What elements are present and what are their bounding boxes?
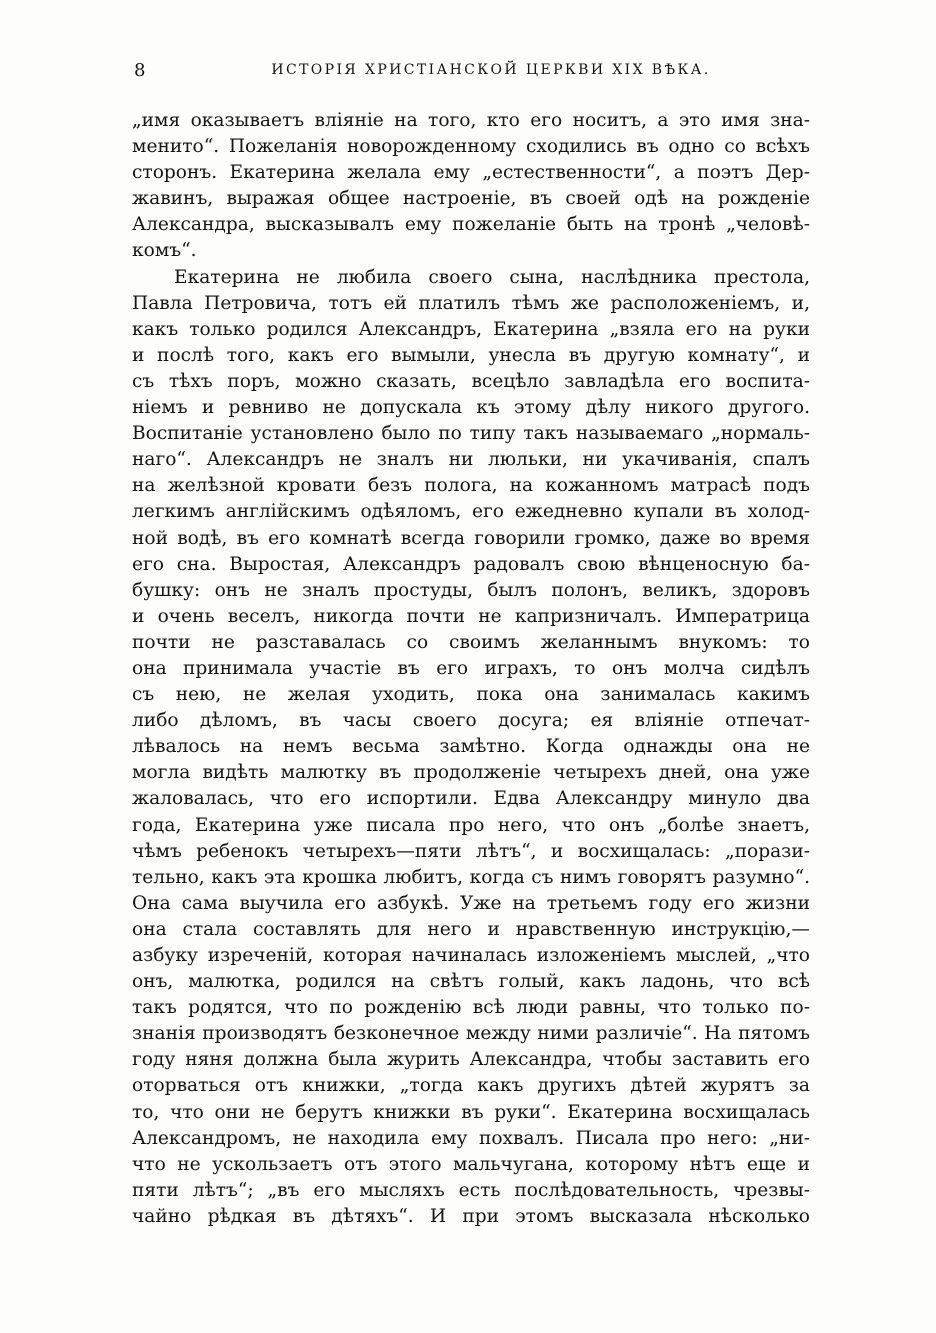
text-line: чайно рѣдкая въ дѣтяхъ“. И при этомъ высказала нѣсколько bbox=[132, 1205, 810, 1227]
text-line: такъ родятся, что по рожденію всѣ люди равны, что только по- bbox=[132, 997, 810, 1019]
text-line: съ тѣхъ поръ, можно сказать, всецѣло завладѣла его воспита- bbox=[132, 370, 810, 392]
paragraph-first-line: Екатерина не любила своего сына, наслѣдника престола, bbox=[174, 266, 810, 288]
text-line: жавинъ, выражая общее настроеніе, въ своей одѣ на рожденіе bbox=[132, 188, 810, 210]
text-line: Она сама выучила его азбукѣ. Уже на третьемъ году его жизни bbox=[132, 892, 810, 914]
text-line: она стала составлять для него и нравственную инструкцію,— bbox=[132, 918, 810, 940]
running-title: ИСТОРІЯ ХРИСТІАНСКОЙ ЦЕРКВИ XIX ВѢКА. bbox=[271, 62, 711, 78]
text-line: года, Екатерина уже писала про него, что онъ „болѣе знаетъ, bbox=[132, 814, 810, 836]
text-line: знанія производятъ безконечное между ними различіе“. На пятомъ bbox=[132, 1023, 810, 1045]
text-line: чѣмъ ребенокъ четырехъ—пяти лѣтъ“, и восхищалась: „порази- bbox=[132, 840, 810, 862]
text-line: почти не разставалась со своимъ желаннымъ внукомъ: то bbox=[132, 631, 810, 653]
text-line: легкимъ англійскимъ одѣяломъ, его ежедневно купали въ холод- bbox=[132, 501, 810, 523]
text-line: менито“. Пожеланія новорожденному сходились въ одно со всѣхъ bbox=[132, 136, 810, 158]
text-line: какъ только родился Александръ, Екатерина „взяла его на руки bbox=[132, 318, 810, 340]
text-line: онъ, малютка, родился на свѣтъ голый, какъ ладонь, что всѣ bbox=[132, 971, 810, 993]
text-line: на желѣзной кровати безъ полога, на кожанномъ матрасѣ подъ bbox=[132, 475, 810, 497]
text-line: либо дѣломъ, въ часы своего досуга; ея вліяніе отпечат- bbox=[132, 710, 810, 732]
text-line: и послѣ того, какъ его вымыли, унесла въ другую комнату“, и bbox=[132, 344, 810, 366]
text-line: Воспитаніе установлено было по типу такъ называемаго „нормаль- bbox=[132, 423, 810, 445]
text-line: оторваться отъ книжки, „тогда какъ другихъ дѣтей журятъ за bbox=[132, 1075, 810, 1097]
page-number: 8 bbox=[134, 60, 146, 81]
text-line: „имя оказываетъ вліяніе на того, кто его носитъ, а это имя зна- bbox=[132, 110, 810, 131]
text-line: Александра, высказывалъ ему пожеланіе быть на тронѣ „человѣ- bbox=[132, 214, 810, 236]
body-text bbox=[132, 108, 810, 1230]
text-line: сторонъ. Екатерина желала ему „естественности“, а поэтъ Дер- bbox=[132, 162, 810, 184]
text-line: Александромъ, не находила ему похвалъ. Писала про него: „ни- bbox=[132, 1127, 810, 1149]
text-line: пяти лѣтъ“; „въ его мысляхъ есть послѣдовательность, чрезвы- bbox=[132, 1179, 810, 1201]
page-header bbox=[132, 60, 810, 90]
text-line: году няня должна была журить Александра, чтобы заставить его bbox=[132, 1049, 810, 1071]
text-line: и очень веселъ, никогда почти не капризничалъ. Императрица bbox=[132, 605, 810, 627]
text-line: лѣвалось на немъ весьма замѣтно. Когда однажды она не bbox=[132, 736, 810, 758]
text-line: его сна. Выростая, Александръ радовалъ свою вѣнценосную ба- bbox=[132, 553, 810, 575]
text-line: азбуку изреченій, которая начиналась изложеніемъ мыслей, „что bbox=[132, 945, 810, 966]
text-line: ніемъ и ревниво не допускала къ этому дѣлу никого другого. bbox=[132, 397, 810, 419]
text-line: съ нею, не желая уходить, пока она занималась какимъ bbox=[132, 684, 810, 706]
text-line: жаловалась, что его испортили. Едва Александру минуло два bbox=[132, 788, 810, 810]
text-line: бушку: онъ не зналъ простуды, былъ полонъ, великъ, здоровъ bbox=[132, 579, 810, 601]
text-line: тельно, какъ эта крошка любитъ, когда съ нимъ говорятъ разумно“. bbox=[132, 866, 810, 888]
text-line: могла видѣть малютку въ продолженіе четырехъ дней, она уже bbox=[132, 762, 810, 784]
text-line: комъ“. bbox=[132, 240, 197, 262]
text-line: ной водѣ, въ его комнатѣ всегда говорили громко, даже во время bbox=[132, 527, 810, 549]
text-line: что не ускользаетъ отъ этого мальчугана, которому нѣтъ еще и bbox=[132, 1153, 810, 1175]
text-line: она принимала участіе въ его играхъ, то онъ молча сидѣлъ bbox=[132, 657, 810, 679]
text-line: наго“. Александръ не зналъ ни люльки, ни укачиванія, спалъ bbox=[132, 449, 810, 471]
text-line: то, что они не берутъ книжки въ руки“. Екатерина восхищалась bbox=[132, 1101, 810, 1123]
text-line: Павла Петровича, тотъ ей платилъ тѣмъ же расположеніемъ, и, bbox=[132, 292, 810, 314]
